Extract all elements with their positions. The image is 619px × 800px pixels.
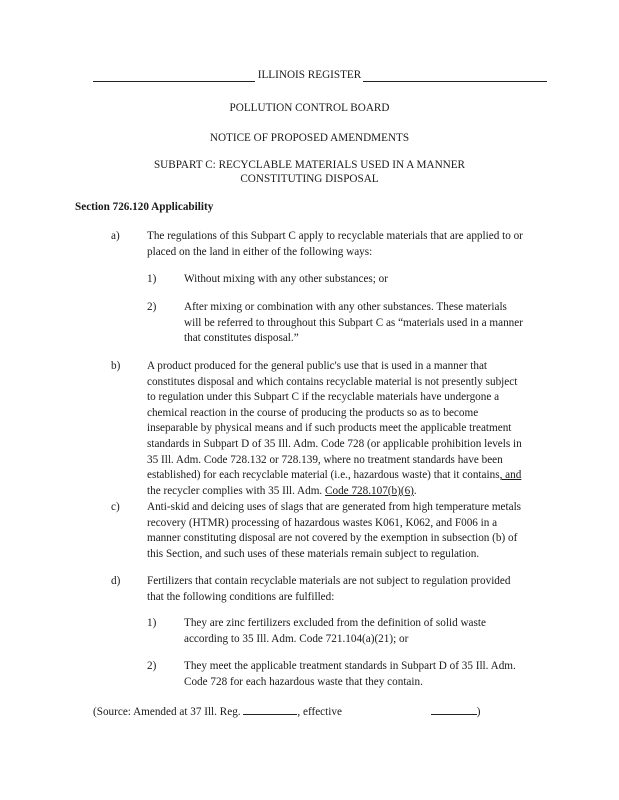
text-line: placed on the land in either of the following ways: bbox=[147, 245, 373, 258]
text-line: will be referred to throughout this Subpart C as “materials used in a manner bbox=[184, 316, 523, 329]
subsection-b-label: b) bbox=[111, 360, 121, 372]
notice-title: NOTICE OF PROPOSED AMENDMENTS bbox=[209, 132, 410, 144]
text-line: inseparable by physical means and if such products meet the applicable treatment bbox=[147, 422, 512, 435]
subsection-d-text bbox=[147, 574, 510, 605]
item-a1-label: 1) bbox=[147, 273, 157, 285]
subsection-a-label: a) bbox=[111, 230, 120, 242]
source-note-text: (Source: Amended at 37 Ill. Reg. bbox=[93, 706, 241, 718]
text-line: Code 728 for each hazardous waste that they contain. bbox=[184, 675, 423, 688]
subsection-d-label: d) bbox=[111, 575, 121, 587]
item-d2-text bbox=[184, 659, 516, 690]
subsection-b-text bbox=[147, 359, 522, 499]
text-line: The regulations of this Subpart C apply to recyclable materials that are applied to or bbox=[147, 230, 523, 242]
text-line: constitutes disposal and which contains recyclable material is not presently subject bbox=[147, 375, 518, 388]
item-a2-text bbox=[184, 300, 523, 347]
text-line: chemical reaction in the course of producing the products so as to become bbox=[147, 406, 479, 419]
register-title: ILLINOIS REGISTER bbox=[257, 69, 362, 81]
text-line: After mixing or combination with any other substances. These materials bbox=[184, 301, 507, 313]
amended-citation: Code 728.107(b)(6) bbox=[325, 484, 414, 497]
register-page-blank bbox=[243, 703, 297, 715]
text-line: A product produced for the general public's use that is used in a manner that bbox=[147, 360, 488, 372]
subpart-title-line1: SUBPART C: RECYCLABLE MATERIALS USED IN A MANNER bbox=[153, 159, 466, 171]
text-line: this Section, and such uses of these materials remain subject to regulation. bbox=[147, 547, 480, 560]
item-a1-text bbox=[184, 272, 388, 288]
text-line: They are zinc fertilizers excluded from the definition of solid waste bbox=[184, 617, 486, 629]
text-line: recovery (HTMR) processing of hazardous wastes K061, K062, and F006 in a bbox=[147, 516, 498, 529]
text-line: Anti-skid and deicing uses of slags that are generated from high temperature metals bbox=[147, 501, 522, 513]
text-span: . bbox=[413, 484, 417, 497]
text-line: manner constituting disposal are not covered by the exemption in subsection (b) of bbox=[147, 532, 518, 545]
source-note-effective: , effective bbox=[297, 706, 342, 718]
text-line: to regulation under this Subpart C if the recyclable materials have undergone a bbox=[147, 391, 500, 404]
text-line: standards in Subpart D of 35 Ill. Adm. Code 728 (or applicable prohibition levels in bbox=[147, 437, 522, 450]
text-line: according to 35 Ill. Adm. Code 721.104(a)(21); or bbox=[184, 632, 409, 645]
text-span: the recycler complies with 35 Ill. Adm. bbox=[147, 484, 326, 497]
subsection-a-text bbox=[147, 229, 523, 260]
subpart-title-line2: CONSTITUTING DISPOSAL bbox=[240, 173, 379, 185]
text-line: that the following conditions are fulfilled: bbox=[147, 590, 335, 603]
text-span: established) for each recyclable material (i.e., hazardous waste) that it contains bbox=[147, 469, 500, 482]
source-note-close: ) bbox=[476, 706, 481, 718]
item-a2-label: 2) bbox=[147, 301, 157, 313]
section-heading: Section 726.120 Applicability bbox=[75, 201, 214, 213]
text-line: 35 Ill. Adm. Code 728.132 or 728.139, where no treatment standards have been bbox=[147, 453, 503, 466]
item-d1-text bbox=[184, 616, 486, 647]
text-line bbox=[147, 484, 522, 500]
text-line: Without mixing with any other substances; or bbox=[184, 273, 389, 285]
item-d1-label: 1) bbox=[147, 617, 157, 629]
text-line bbox=[147, 468, 522, 484]
subsection-c-text bbox=[147, 500, 521, 562]
text-line: They meet the applicable treatment standards in Subpart D of 35 Ill. Adm. bbox=[184, 660, 516, 672]
amended-text: , and bbox=[499, 469, 522, 482]
item-d2-label: 2) bbox=[147, 660, 157, 672]
text-line: that constitutes disposal.” bbox=[184, 332, 299, 345]
source-note bbox=[93, 703, 480, 721]
effective-date-blank bbox=[431, 703, 477, 715]
text-line: Fertilizers that contain recyclable materials are not subject to regulation provided bbox=[147, 575, 511, 587]
subsection-c-label: c) bbox=[111, 501, 120, 513]
board-name: POLLUTION CONTROL BOARD bbox=[229, 102, 390, 114]
